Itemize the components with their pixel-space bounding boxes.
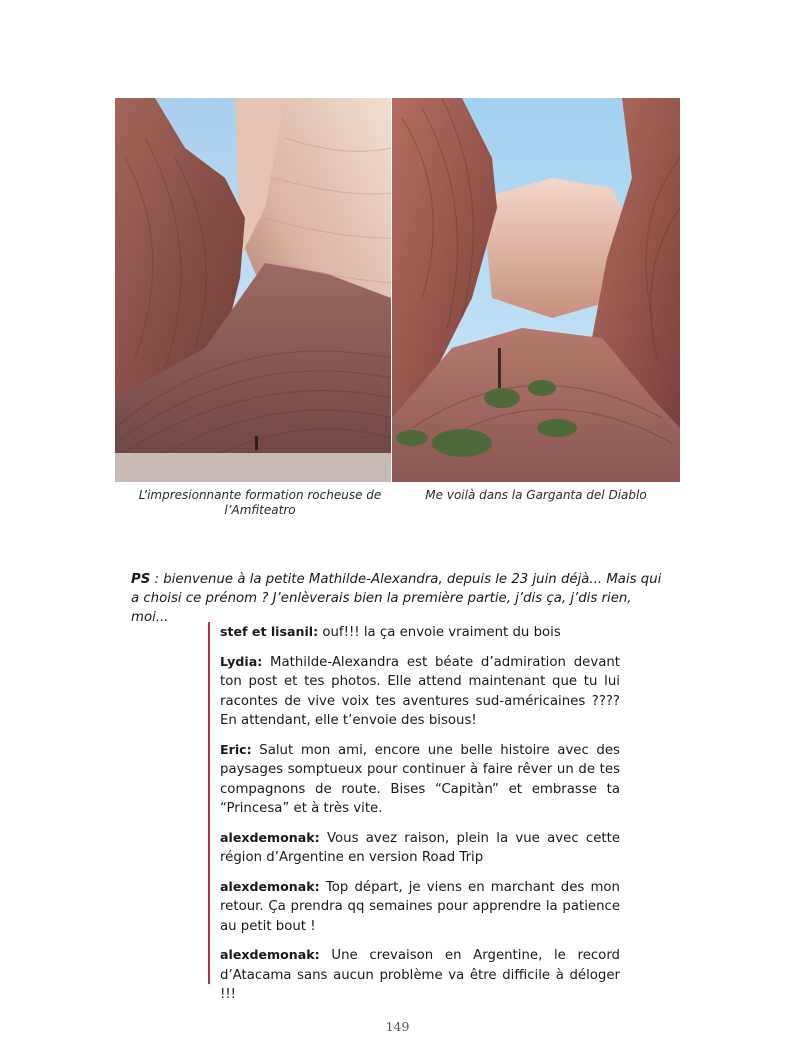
comment-text: Une crevaison en Argentine, le record d’Atacama sans aucun problème va être difficile à déloger !!! (220, 948, 620, 1002)
comments-section (208, 622, 620, 1002)
comment-text: Top départ, je viens en marchant des mon retour. Ça prendra qq semaines pour apprendre la patience au petit bout ! (220, 879, 620, 934)
photo-amfiteatro (115, 98, 391, 482)
comment-text: Vous avez raison, plein la vue avec cette région d’Argentine en version Road Trip (220, 830, 620, 865)
caption-amfiteatro (130, 488, 390, 518)
comment (220, 877, 620, 937)
comment-author: stef et lisanil: (220, 624, 319, 639)
comment (220, 622, 620, 643)
ps-label: PS (131, 572, 151, 587)
comment-author: Eric: (220, 741, 252, 757)
comment-author: alexdemonak: (220, 829, 320, 845)
caption-left-line2: l’Amfiteatro (224, 503, 296, 517)
comment-author: Lydia: (220, 653, 263, 669)
comment-text: Mathilde-Alexandra est béate d’admiration devant ton post et tes photos. Elle attend maintenant que tu lui racontes de vive voix tes aventures sud-américaines ???? En attendant, elle t’envoie des bisous! (220, 654, 620, 728)
caption-garganta: Me voilà dans la Garganta del Diablo (425, 488, 647, 502)
garganta-illustration (392, 98, 680, 482)
comment-author: alexdemonak: (220, 878, 320, 894)
comment (220, 740, 620, 819)
comment-text: Salut mon ami, encore une belle histoire avec des paysages somptueux pour continuer à faire rêver un de tes compagnons de route. Bises “Capitàn” et embrasse ta “Princesa” et à très vite. (220, 742, 620, 816)
postscript (131, 570, 671, 627)
ps-text: : bienvenue à la petite Mathilde-Alexandra, depuis le 23 juin déjà... Mais qui a choisi ce prénom ? J’enlèverais bien la première partie, j’dis ça, j’dis rien, moi... (131, 572, 662, 625)
comment-author: alexdemonak: (220, 947, 320, 962)
photo-garganta-del-diablo (392, 98, 680, 482)
comment (220, 828, 620, 868)
page-number: 149 (385, 1019, 410, 1034)
caption-left-line1: L’impresionnante formation rocheuse de (138, 488, 382, 502)
comment (220, 652, 620, 731)
comment (220, 945, 620, 1005)
amfiteatro-illustration (115, 98, 391, 482)
comment-text: ouf!!! la ça envoie vraiment du bois (318, 625, 561, 640)
